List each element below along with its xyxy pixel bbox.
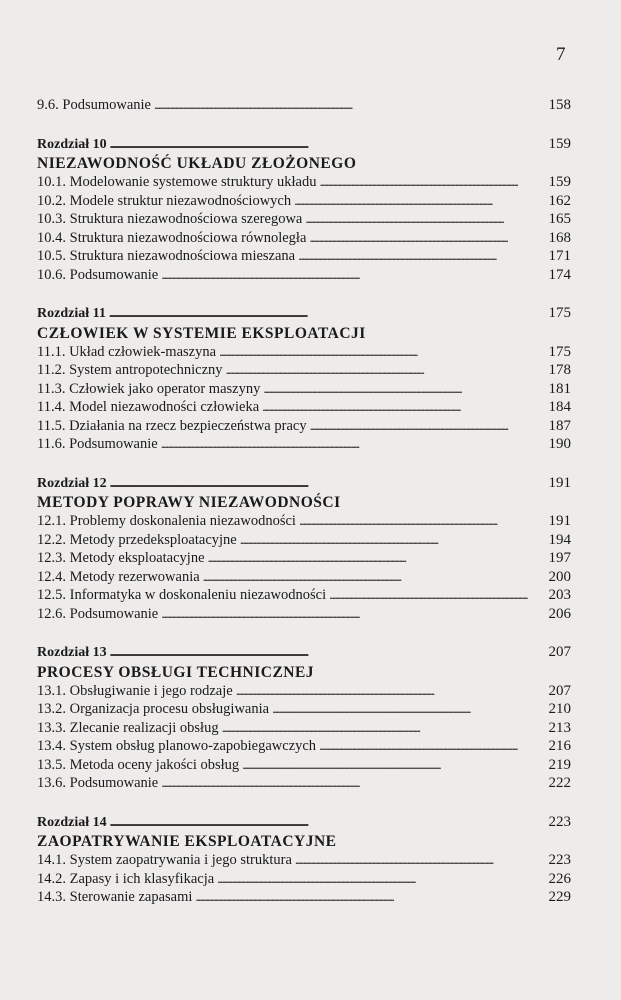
toc-entry xyxy=(37,247,571,266)
dot-leader xyxy=(203,568,545,587)
dot-leader xyxy=(161,266,545,285)
toc-entry xyxy=(37,96,571,115)
toc-page-number: 165 xyxy=(548,211,571,227)
toc-page-number: 207 xyxy=(548,682,571,699)
toc-entry xyxy=(37,343,571,362)
dot-leader xyxy=(161,435,545,454)
toc-entry-title: 11.2. System antropotechniczny xyxy=(37,362,223,378)
toc-entry-title: 14.3. Sterowanie zapasami xyxy=(37,889,193,905)
toc-entry-title: Rozdział 12 xyxy=(37,475,107,491)
page-number: 7 xyxy=(556,44,566,65)
dot-leader xyxy=(208,549,545,568)
toc-entry xyxy=(37,398,571,417)
toc-entry xyxy=(37,888,571,907)
toc-entry-title: 12.6. Podsumowanie xyxy=(37,605,159,622)
toc-entry-title: Rozdział 10 xyxy=(37,136,107,152)
toc-page-number: 191 xyxy=(548,513,571,529)
toc-entry-title: 14.2. Zapasy i ich klasyfikacja xyxy=(37,870,215,887)
toc-page-number: 197 xyxy=(548,550,571,566)
dot-leader xyxy=(226,361,545,380)
toc-entry xyxy=(37,682,571,701)
dot-leader xyxy=(110,643,545,662)
toc-entry-title: 13.4. System obsług planowo-zapobiegawczych xyxy=(37,738,317,754)
toc-entry-title: 10.2. Modele struktur niezawodnościowych xyxy=(37,192,292,209)
toc-entry-title: 13.6. Podsumowanie xyxy=(37,775,159,791)
toc-page-number: 174 xyxy=(548,266,571,283)
dot-leader xyxy=(195,888,545,907)
toc-entry-title: 11.4. Model niezawodności człowieka xyxy=(37,399,260,415)
chapter-heading-row xyxy=(37,135,571,154)
toc-page-number: 158 xyxy=(548,97,571,113)
dot-leader xyxy=(298,247,545,266)
dot-leader xyxy=(319,737,545,756)
toc-entry xyxy=(37,870,571,889)
dot-leader xyxy=(309,229,545,248)
toc-page-number: 219 xyxy=(548,756,571,773)
toc-entry xyxy=(37,605,571,624)
toc-entry-title: 12.5. Informatyka w doskonaleniu niezawodności xyxy=(37,587,327,603)
toc-entry-title: 12.3. Metody eksploatacyjne xyxy=(37,550,205,566)
dot-leader xyxy=(262,398,545,417)
toc-page-number: 159 xyxy=(548,135,571,152)
chapter-heading-row xyxy=(37,304,571,323)
toc-entry-title: 11.3. Człowiek jako operator maszyny xyxy=(37,380,261,397)
toc-entry xyxy=(37,774,571,793)
toc-page-number: 200 xyxy=(548,568,571,585)
toc-entry-title: 11.1. Układ człowiek-maszyna xyxy=(37,343,217,360)
toc-page-number: 178 xyxy=(548,362,571,378)
toc-entry-title: 12.4. Metody rezerwowania xyxy=(37,568,200,585)
dot-leader xyxy=(110,474,545,493)
toc-page-number: 184 xyxy=(548,399,571,415)
toc-page-number: 162 xyxy=(548,192,571,209)
toc-entry xyxy=(37,531,571,550)
toc-page-number: 194 xyxy=(548,531,571,548)
toc-entry xyxy=(37,737,571,756)
toc-entry xyxy=(37,719,571,738)
dot-leader xyxy=(110,135,545,154)
dot-leader xyxy=(217,870,545,889)
toc-entry-title: 12.2. Metody przedeksploatacyjne xyxy=(37,531,237,548)
dot-leader xyxy=(109,304,545,323)
dot-leader xyxy=(154,96,545,115)
toc-entry xyxy=(37,700,571,719)
table-of-contents xyxy=(37,96,571,907)
dot-leader xyxy=(236,682,545,701)
toc-page-number: 175 xyxy=(548,305,571,321)
dot-leader xyxy=(310,417,545,436)
chapter-title: METODY POPRAWY NIEZAWODNOŚCI xyxy=(37,494,341,511)
toc-entry xyxy=(37,549,571,568)
toc-entry-title: 13.2. Organizacja procesu obsługiwania xyxy=(37,701,270,717)
toc-page-number: 187 xyxy=(548,417,571,434)
toc-page-number: 159 xyxy=(548,174,571,190)
toc-entry-title: 11.5. Działania na rzecz bezpieczeństwa pracy xyxy=(37,417,307,434)
toc-page-number: 216 xyxy=(548,738,571,754)
toc-entry xyxy=(37,266,571,285)
dot-leader xyxy=(219,343,545,362)
toc-page-number: 213 xyxy=(548,719,571,736)
chapter-title: NIEZAWODNOŚĆ UKŁADU ZŁOŻONEGO xyxy=(37,155,357,172)
dot-leader xyxy=(110,813,545,832)
dot-leader xyxy=(222,719,545,738)
toc-page-number: 175 xyxy=(548,343,571,360)
toc-entry xyxy=(37,851,571,870)
toc-entry-title: 10.5. Struktura niezawodnościowa mieszana xyxy=(37,248,296,264)
toc-page-number: 207 xyxy=(548,644,571,660)
toc-entry xyxy=(37,192,571,211)
chapter-heading-row xyxy=(37,474,571,493)
toc-entry-title: 11.6. Podsumowanie xyxy=(37,436,158,452)
toc-entry-title: 10.6. Podsumowanie xyxy=(37,266,159,283)
toc-page-number: 226 xyxy=(548,870,571,887)
toc-entry xyxy=(37,586,571,605)
toc-page-number: 203 xyxy=(548,587,571,603)
dot-leader xyxy=(329,586,545,605)
chapter-heading-row xyxy=(37,643,571,662)
toc-entry-title: 10.3. Struktura niezawodnościowa szeregowa xyxy=(37,211,303,227)
dot-leader xyxy=(299,512,545,531)
toc-entry xyxy=(37,210,571,229)
toc-page-number: 222 xyxy=(548,775,571,791)
dot-leader xyxy=(263,380,545,399)
toc-entry-title: Rozdział 13 xyxy=(37,645,107,660)
toc-entry xyxy=(37,361,571,380)
toc-entry-title: 10.4. Struktura niezawodnościowa równoległa xyxy=(37,229,307,246)
toc-page-number: 206 xyxy=(548,605,571,622)
dot-leader xyxy=(161,774,545,793)
toc-entry-title: 13.5. Metoda oceny jakości obsług xyxy=(37,756,240,773)
dot-leader xyxy=(295,851,545,870)
toc-entry-title: Rozdział 14 xyxy=(37,814,107,830)
toc-page-number: 210 xyxy=(548,701,571,717)
toc-entry-title: 13.1. Obsługiwanie i jego rodzaje xyxy=(37,682,233,699)
toc-entry xyxy=(37,380,571,399)
toc-entry-title: Rozdział 11 xyxy=(37,306,106,321)
toc-page-number: 223 xyxy=(548,813,571,830)
toc-entry-title: 9.6. Podsumowanie xyxy=(37,97,151,113)
toc-entry-title: 13.3. Zlecanie realizacji obsług xyxy=(37,719,219,736)
dot-leader xyxy=(242,756,545,775)
toc-page-number: 229 xyxy=(548,889,571,905)
toc-entry-title: 12.1. Problemy doskonalenia niezawodności xyxy=(37,513,296,529)
dot-leader xyxy=(240,531,545,550)
toc-page-number: 190 xyxy=(548,436,571,452)
toc-entry xyxy=(37,512,571,531)
toc-entry xyxy=(37,435,571,454)
dot-leader xyxy=(161,605,545,624)
chapter-title: CZŁOWIEK W SYSTEMIE EKSPLOATACJI xyxy=(37,324,366,342)
toc-entry xyxy=(37,229,571,248)
chapter-title: ZAOPATRYWANIE EKSPLOATACYJNE xyxy=(37,833,337,850)
dot-leader xyxy=(272,700,545,719)
toc-page-number: 168 xyxy=(548,229,571,246)
dot-leader xyxy=(305,210,545,229)
toc-page-number: 171 xyxy=(548,248,571,264)
toc-entry-title: 14.1. System zaopatrywania i jego struktura xyxy=(37,852,292,868)
toc-page-number: 223 xyxy=(548,852,571,868)
toc-entry xyxy=(37,756,571,775)
toc-entry xyxy=(37,417,571,436)
toc-entry-title: 10.1. Modelowanie systemowe struktury układu xyxy=(37,174,317,190)
chapter-heading-row xyxy=(37,813,571,832)
dot-leader xyxy=(294,192,545,211)
toc-page-number: 181 xyxy=(548,380,571,397)
toc-entry xyxy=(37,173,571,192)
dot-leader xyxy=(320,173,546,192)
toc-entry xyxy=(37,568,571,587)
toc-page-number: 191 xyxy=(548,474,571,491)
chapter-title: PROCESY OBSŁUGI TECHNICZNEJ xyxy=(37,663,315,681)
